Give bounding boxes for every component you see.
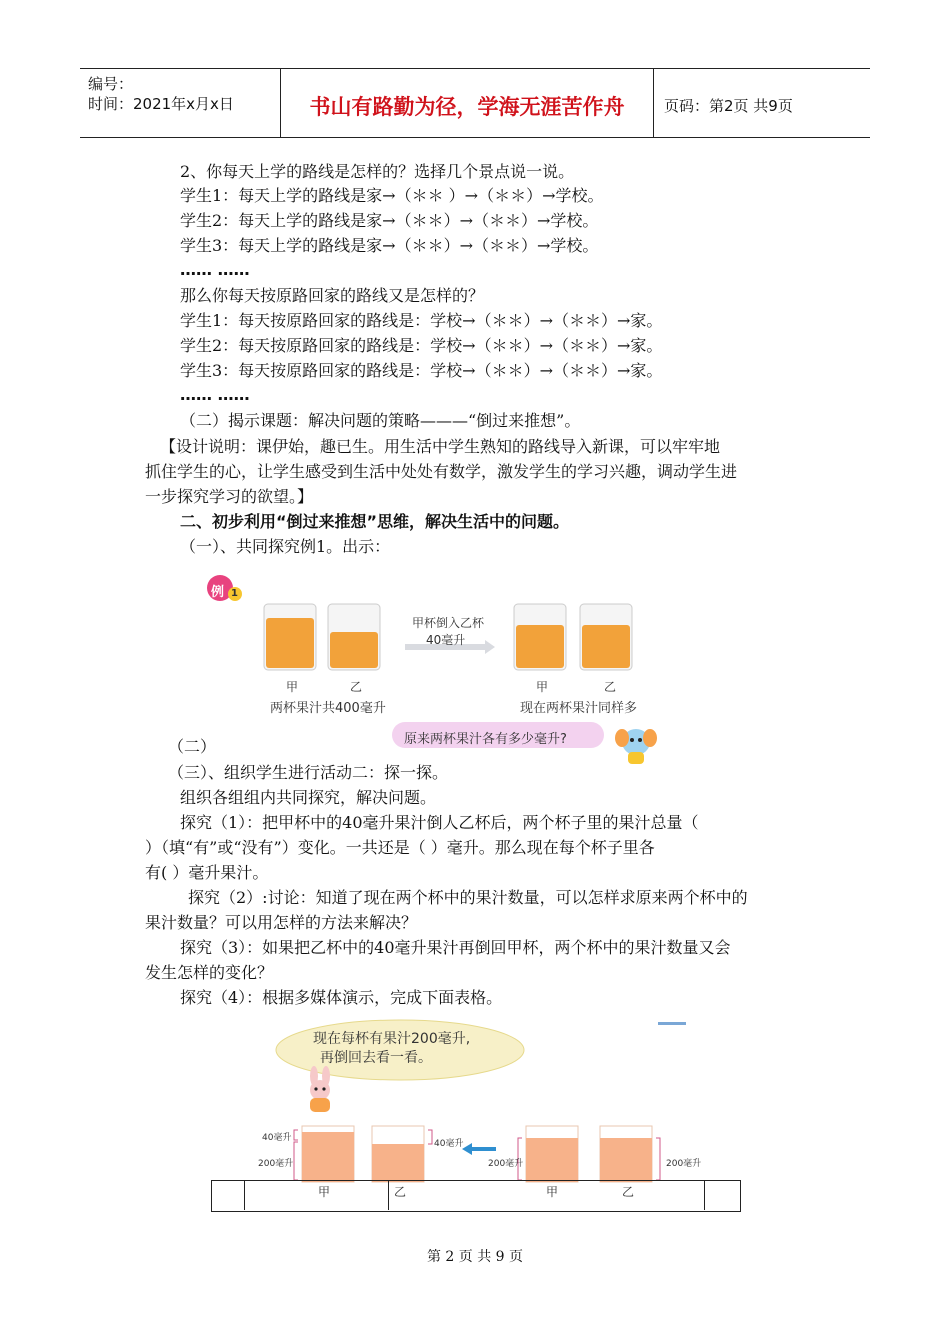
design-note-line: 抓住学生的心，让学生感受到生活中处处有数学，激发学生的学习兴趣，调动学生进 [145, 462, 738, 481]
glass-icon [264, 604, 316, 670]
cup-fill [600, 1138, 652, 1182]
design-note-line: 一步探究学习的欲望。】 [145, 487, 314, 506]
cup-fill [302, 1132, 354, 1182]
text-line: 学生2：每天按原路回家的路线是：学校→（＊＊）→（＊＊）→家。 [180, 336, 663, 355]
section-heading: 二、初步利用“倒过来推想”思维，解决生活中的问题。 [180, 512, 570, 531]
header-page-cell [654, 69, 870, 137]
inquiry-1-cont: ）（填“有”或“没有”）变化。一共还是（ ）毫升。那么现在每个杯子里各 [145, 838, 655, 857]
example-badge: 例 [211, 585, 225, 600]
arrow-text: 甲杯倒入乙杯 [412, 616, 485, 630]
table-divider [244, 1180, 245, 1210]
cloud-text: 现在每杯有果汁200毫升, [313, 1031, 471, 1047]
answer-table [211, 1180, 741, 1212]
cup-fill [526, 1138, 578, 1182]
glass-icon [328, 604, 380, 670]
text-line: （一）、共同探究例1。出示： [180, 537, 391, 556]
example-number: 1 [231, 588, 238, 599]
cloud-text: 再倒回去看一看。 [320, 1050, 432, 1066]
inquiry-2: 探究（2）:讨论：知道了现在两个杯中的果汁数量，可以怎样求原来两个杯中的 [188, 888, 748, 907]
volume-label: 40毫升 [262, 1133, 292, 1143]
text-line: 学生2：每天上学的路线是家→（＊＊）→（＊＊）→学校。 [180, 211, 599, 230]
glass-icon [514, 604, 566, 670]
volume-label: 40毫升 [434, 1139, 464, 1149]
glass-label: 乙 [350, 680, 363, 694]
text-line: 组织各组组内共同探究，解决问题。 [180, 788, 437, 807]
text-line: 2、你每天上学的路线是怎样的？选择几个景点说一说。 [180, 162, 575, 181]
cup-fill [372, 1144, 424, 1182]
page-footer: 第 2 页 共 9 页 [426, 1249, 524, 1265]
header-info-cell [80, 69, 281, 137]
cup-label: 甲 [318, 1185, 331, 1199]
table-divider [704, 1180, 705, 1210]
bracket-icon [294, 1142, 298, 1180]
activity-heading: （三）、组织学生进行活动二：探一探。 [168, 763, 449, 782]
glass-icon [580, 604, 632, 670]
bracket-icon [294, 1130, 298, 1140]
text-line: 学生1：每天上学的路线是家→（＊＊ ）→（＊＊）→学校。 [180, 186, 604, 205]
cup-label: 乙 [622, 1185, 635, 1199]
decor-mark [658, 1022, 686, 1025]
glass-label: 甲 [286, 680, 299, 694]
question-text: 原来两杯果汁各有多少毫升? [404, 732, 567, 747]
cup-label: 乙 [394, 1185, 407, 1199]
text-line: 学生3：每天按原路回家的路线是：学校→（＊＊）→（＊＊）→家。 [180, 361, 663, 380]
motto: 书山有路勤为径，学海无涯苦作舟 [309, 95, 625, 119]
bracket-icon [428, 1130, 432, 1144]
bracket-icon [656, 1138, 660, 1180]
text-line: （二） [168, 737, 217, 756]
page-header [80, 68, 870, 138]
arrow-text: 40毫升 [426, 633, 466, 647]
inquiry-4: 探究（4）：根据多媒体演示，完成下面表格。 [180, 988, 503, 1007]
text-line: 学生3：每天上学的路线是家→（＊＊）→（＊＊）→学校。 [180, 236, 599, 255]
date-label: 时间：2021年x月x日 [88, 95, 234, 113]
glass-label: 乙 [604, 680, 617, 694]
page-label: 页码：第2页 共9页 [664, 97, 793, 115]
arrow-left-icon [462, 1143, 496, 1155]
text-line: 那么你每天按原路回家的路线又是怎样的？ [180, 286, 485, 305]
text-line: 学生1：每天按原路回家的路线是：学校→（＊＊）→（＊＊）→家。 [180, 311, 663, 330]
volume-label: 200毫升 [488, 1159, 524, 1169]
volume-label: 200毫升 [666, 1159, 702, 1169]
inquiry-3-cont: 发生怎样的变化？ [145, 963, 274, 982]
design-note-line: 【设计说明：课伊始，趣已生。用生活中学生熟知的路线导入新课，可以牢牢地 [160, 437, 721, 456]
rabbit-mascot-icon [298, 1066, 342, 1114]
inquiry-3: 探究（3）：如果把乙杯中的40毫升果汁再倒回甲杯，两个杯中的果汁数量又会 [180, 938, 731, 957]
cup-label: 甲 [546, 1185, 559, 1199]
figure-caption: 现在两杯果汁同样多 [520, 701, 638, 716]
elephant-mascot-icon [612, 720, 660, 766]
inquiry-1: 探究（1）：把甲杯中的40毫升果汁倒人乙杯后，两个杯子里的果汁总量（ [180, 813, 699, 832]
table-divider [388, 1180, 389, 1210]
lesson-topic: （二）揭示课题：解决问题的策略———“倒过来推想”。 [180, 411, 581, 430]
number-label: 编号： [88, 75, 134, 93]
volume-label: 200毫升 [258, 1159, 294, 1169]
figure-caption: 两杯果汁共400毫升 [270, 701, 386, 716]
ellipsis-line: …… …… [180, 260, 250, 279]
inquiry-1-cont: 有( ）毫升果汁。 [145, 863, 269, 882]
ellipsis-line: …… …… [180, 385, 250, 404]
header-motto-cell [281, 69, 654, 137]
inquiry-2-cont: 果汁数量？可以用怎样的方法来解决？ [145, 913, 418, 932]
glass-label: 甲 [536, 680, 549, 694]
